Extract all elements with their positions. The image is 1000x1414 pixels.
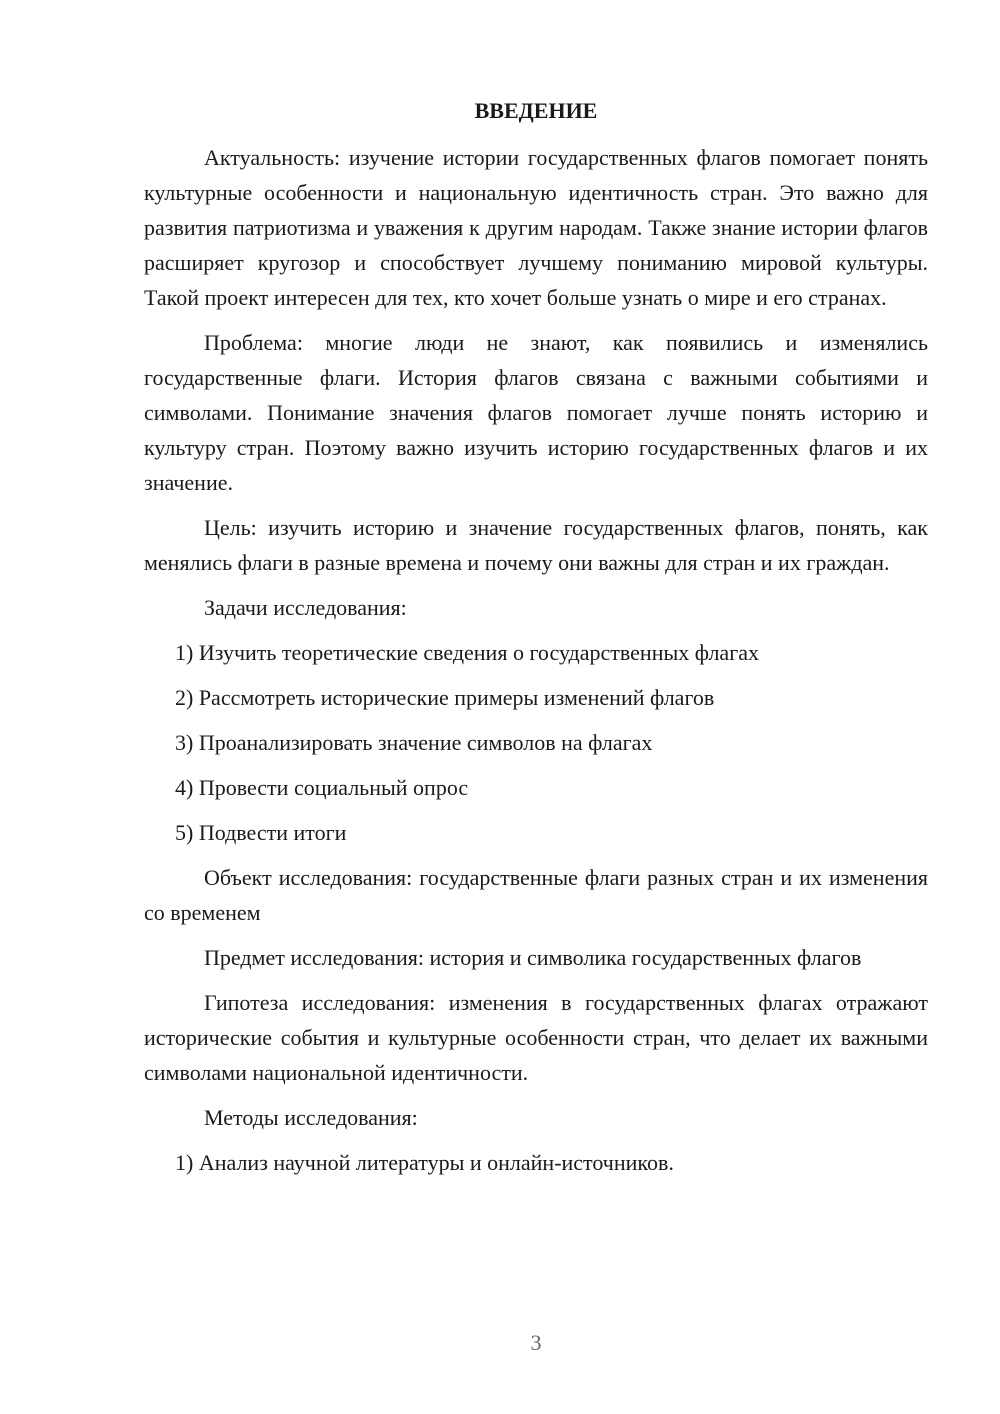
page-number: 3 — [530, 1330, 542, 1355]
task-item: 3) Проанализировать значение символов на флагах — [175, 730, 653, 755]
problem-paragraph: Проблема: многие люди не знают, как появились и изменялись государственные флаги. История флагов связана с важными событиями и символами. Понимание значения флагов помогает лучше понять историю и культуру стран. Поэтому важно изучить историю государственных флагов и их значение. — [144, 330, 928, 495]
section-title: ВВЕДЕНИЕ — [474, 98, 598, 123]
document-page — [144, 96, 928, 1190]
task-item: 2) Рассмотреть исторические примеры изменений флагов — [175, 685, 715, 710]
goal-paragraph: Цель: изучить историю и значение государственных флагов, понять, как менялись флаги в разные времена и почему они важны для стран и их граждан. — [144, 515, 928, 575]
hypothesis-paragraph: Гипотеза исследования: изменения в государственных флагах отражают исторические события и культурные особенности стран, что делает их важными символами национальной идентичности. — [144, 990, 928, 1085]
tasks-list — [144, 635, 928, 850]
methods-heading: Методы исследования: — [204, 1105, 418, 1130]
relevance-paragraph: Актуальность: изучение истории государственных флагов помогает понять культурные особенности и национальную идентичность стран. Это важно для развития патриотизма и уважения к другим народам. Также знание истории флагов расширяет кругозор и способствует лучшему пониманию мировой культуры. Такой проект интересен для тех, кто хочет больше узнать о мире и его странах. — [144, 145, 928, 310]
methods-list — [144, 1145, 928, 1180]
method-item: 1) Анализ научной литературы и онлайн-источников. — [175, 1150, 674, 1175]
task-item: 4) Провести социальный опрос — [175, 775, 469, 800]
object-paragraph: Объект исследования: государственные флаги разных стран и их изменения со временем — [144, 865, 928, 925]
task-item: 5) Подвести итоги — [175, 820, 347, 845]
tasks-heading: Задачи исследования: — [204, 595, 407, 620]
task-item: 1) Изучить теоретические сведения о государственных флагах — [175, 640, 759, 665]
subject-paragraph: Предмет исследования: история и символика государственных флагов — [204, 945, 862, 970]
